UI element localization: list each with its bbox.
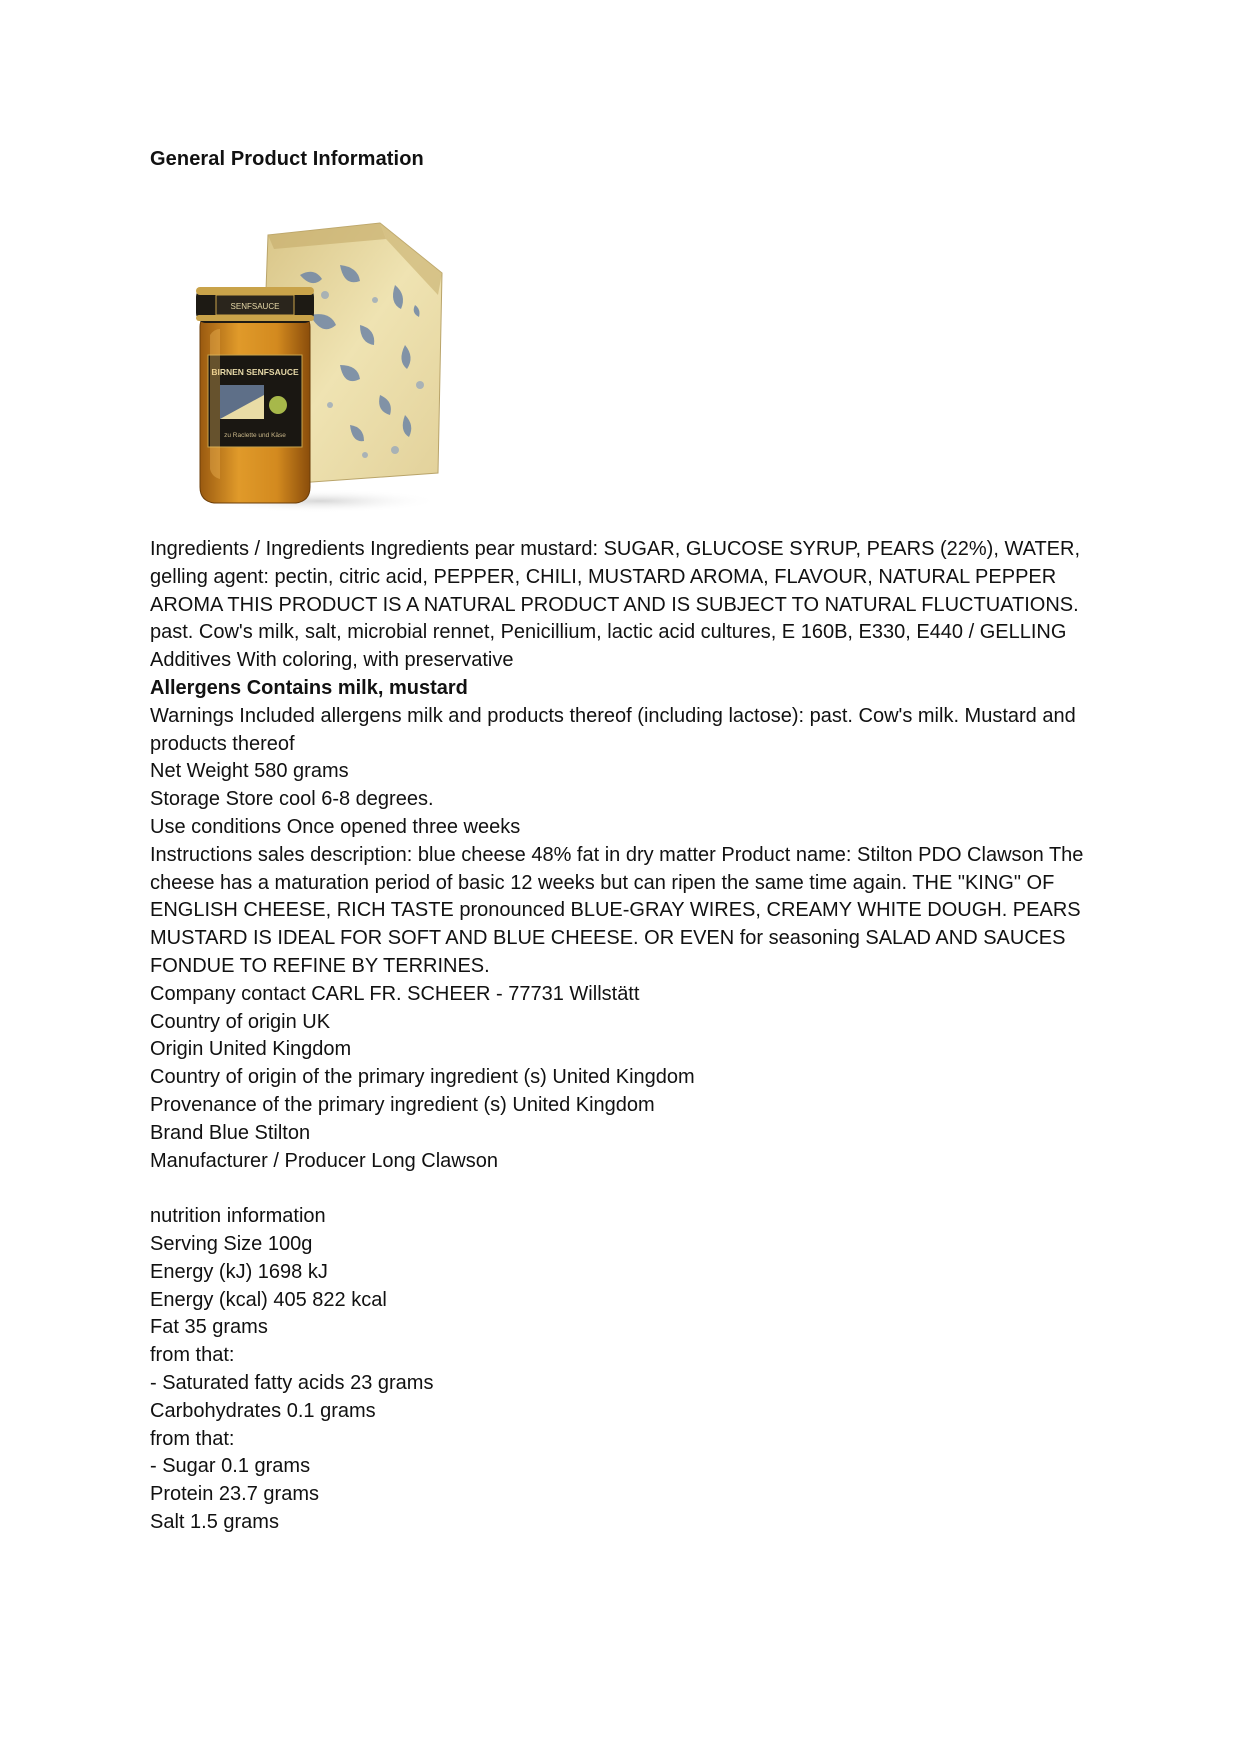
warnings-text: Warnings Included allergens milk and products thereof (including lactose): past. Cow's milk. Mustard and products thereof [150,704,1076,755]
manufacturer-text: Manufacturer / Producer Long Clawson [150,1149,498,1172]
lid-label: SENFSAUCE [230,302,280,311]
additives-text: Additives With coloring, with preservative [150,649,514,672]
jar-label-subtext: zu Raclette und Käse [224,432,286,439]
ingredients-text: Ingredients / Ingredients Ingredients pear mustard: SUGAR, GLUCOSE SYRUP, PEARS (22%), WATER, gelling agent: pectin, citric acid, PEPPER, CHILI, MUSTARD AROMA, FLAVOUR, NATURAL PEPPER AROMA THIS PRODUCT IS A NATURAL PRODUCT AND IS SUBJECT TO NATURAL FLUCTUATIONS. past. Cow's milk, salt, microbial rennet, Penicillium, lactic acid cultures, E 160B, E330, E440 / GELLING [150,538,1080,644]
instructions-text: Instructions sales description: blue cheese 48% fat in dry matter Product name: Stilton PDO Clawson The cheese has a maturation period of basic 12 weeks but can ripen the same time again. THE "KING" OF ENGLISH CHEESE, RICH TASTE pronounced BLUE-GRAY WIRES, CREAMY WHITE DOUGH. PEARS MUSTARD IS IDEAL FOR SOFT AND BLUE CHEESE. OR EVEN for seasoning SALAD AND SAUCES FONDUE TO REFINE BY TERRINES. [150,843,1084,977]
carbohydrates-text: Carbohydrates 0.1 grams [150,1399,376,1422]
country-of-origin-text: Country of origin UK [150,1010,331,1033]
mustard-jar [196,287,314,503]
product-photo [190,205,480,515]
use-conditions-text: Use conditions Once opened three weeks [150,815,521,838]
salt-text: Salt 1.5 grams [150,1510,279,1533]
net-weight-text: Net Weight 580 grams [150,760,349,783]
allergens-text: Allergens Contains milk, mustard [150,676,468,699]
origin-text: Origin United Kingdom [150,1038,352,1061]
sugar-text: - Sugar 0.1 grams [150,1455,311,1478]
carb-from-that-text: from that: [150,1427,235,1450]
saturated-fat-text: - Saturated fatty acids 23 grams [150,1371,434,1394]
storage-text: Storage Store cool 6-8 degrees. [150,788,434,811]
country-primary-ingredient-text: Country of origin of the primary ingredient (s) United Kingdom [150,1066,695,1089]
fat-from-that-text: from that: [150,1344,235,1367]
energy-kcal-text: Energy (kcal) 405 822 kcal [150,1288,387,1311]
protein-text: Protein 23.7 grams [150,1483,319,1506]
product-details [150,536,1100,1537]
section-gap [150,1175,1100,1203]
product-photo-illustration [190,205,480,515]
jar-label-text: BIRNEN SENFSAUCE [211,367,299,377]
nutrition-title: nutrition information [150,1205,326,1228]
energy-kj-text: Energy (kJ) 1698 kJ [150,1260,328,1283]
brand-text: Brand Blue Stilton [150,1121,311,1144]
provenance-primary-ingredient-text: Provenance of the primary ingredient (s) United Kingdom [150,1093,655,1116]
serving-size-text: Serving Size 100g [150,1232,313,1255]
page-title: General Product Information [150,148,424,170]
company-contact-text: Company contact CARL FR. SCHEER - 77731 Willstätt [150,982,640,1005]
fat-text: Fat 35 grams [150,1316,268,1339]
